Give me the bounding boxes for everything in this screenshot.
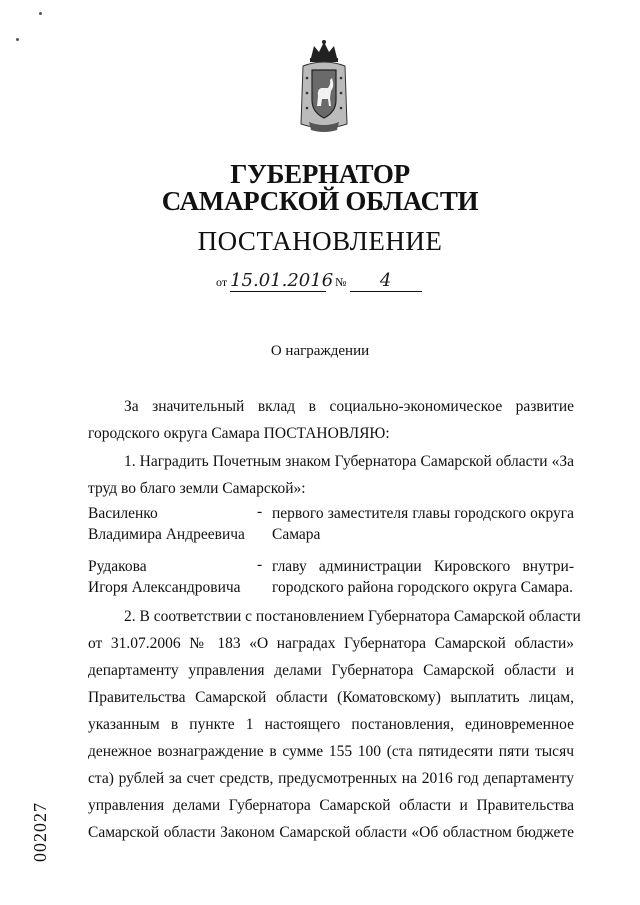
paragraph-2-line: департаменту управления делами Губернатора Самарской области и [88, 662, 574, 679]
document-subject: О награждении [270, 343, 370, 359]
registration-stamp: 002027 [30, 802, 50, 862]
document-type: ПОСТАНОВЛЕНИЕ [197, 226, 443, 256]
issuer-region: САМАРСКОЙ ОБЛАСТИ [161, 186, 479, 216]
awardee-dash: - [257, 503, 263, 520]
intro-line-1: За значительный вклад в социально-экономическое развитие [124, 398, 574, 415]
paragraph-2-line: от 31.07.2006 № 183 «О наградах Губернатора Самарской области» [88, 635, 574, 652]
paragraph-2-line: указанным в пункте 1 настоящего постановления, единовременное [88, 716, 574, 733]
awardee-name: Василенко Владимира Андреевича [88, 505, 245, 543]
awardee-role: главу администрации Кировского внутри- городского района городского округа Самара. [272, 558, 574, 596]
awardee-dash: - [257, 556, 263, 573]
date-prefix: от [216, 275, 228, 289]
paragraph-2-line: Правительства Самарской области (Коматовскому) выплатить лицам, [88, 689, 574, 706]
number-prefix: № [335, 275, 347, 289]
scan-mark [16, 38, 19, 41]
date-value: 15.01.2016 [230, 270, 334, 291]
intro-line-2: городского округа Самара ПОСТАНОВЛЯЮ: [88, 425, 390, 442]
issuer-title: ГУБЕРНАТОР [230, 159, 410, 189]
paragraph-1-line-2: труд во благо земли Самарской»: [88, 480, 306, 497]
paragraph-2-line: ста) рублей за счет средств, предусмотренных на 2016 год департаменту [88, 770, 574, 787]
scan-mark [39, 12, 42, 15]
awardee-name: Рудакова Игоря Александровича [88, 558, 241, 596]
paragraph-1-line-1: 1. Наградить Почетным знаком Губернатора Самарской области «За [124, 453, 574, 470]
paragraph-2-line: управления делами Губернатора Самарской области и Правительства [88, 797, 574, 814]
awardee-role: первого заместителя главы городского округа Самара [272, 505, 574, 543]
coat-of-arms-icon [297, 38, 351, 134]
paragraph-2-line: Самарской области Законом Самарской области «Об областном бюджете [88, 824, 574, 841]
paragraph-2-line: 2. В соответствии с постановлением Губернатора Самарской области [124, 608, 581, 625]
paragraph-2-line: денежное вознаграждение в сумме 155 100 (ста пятидесяти пяти тысяч [88, 743, 574, 760]
number-value: 4 [350, 270, 422, 292]
date-number-line [216, 270, 422, 292]
